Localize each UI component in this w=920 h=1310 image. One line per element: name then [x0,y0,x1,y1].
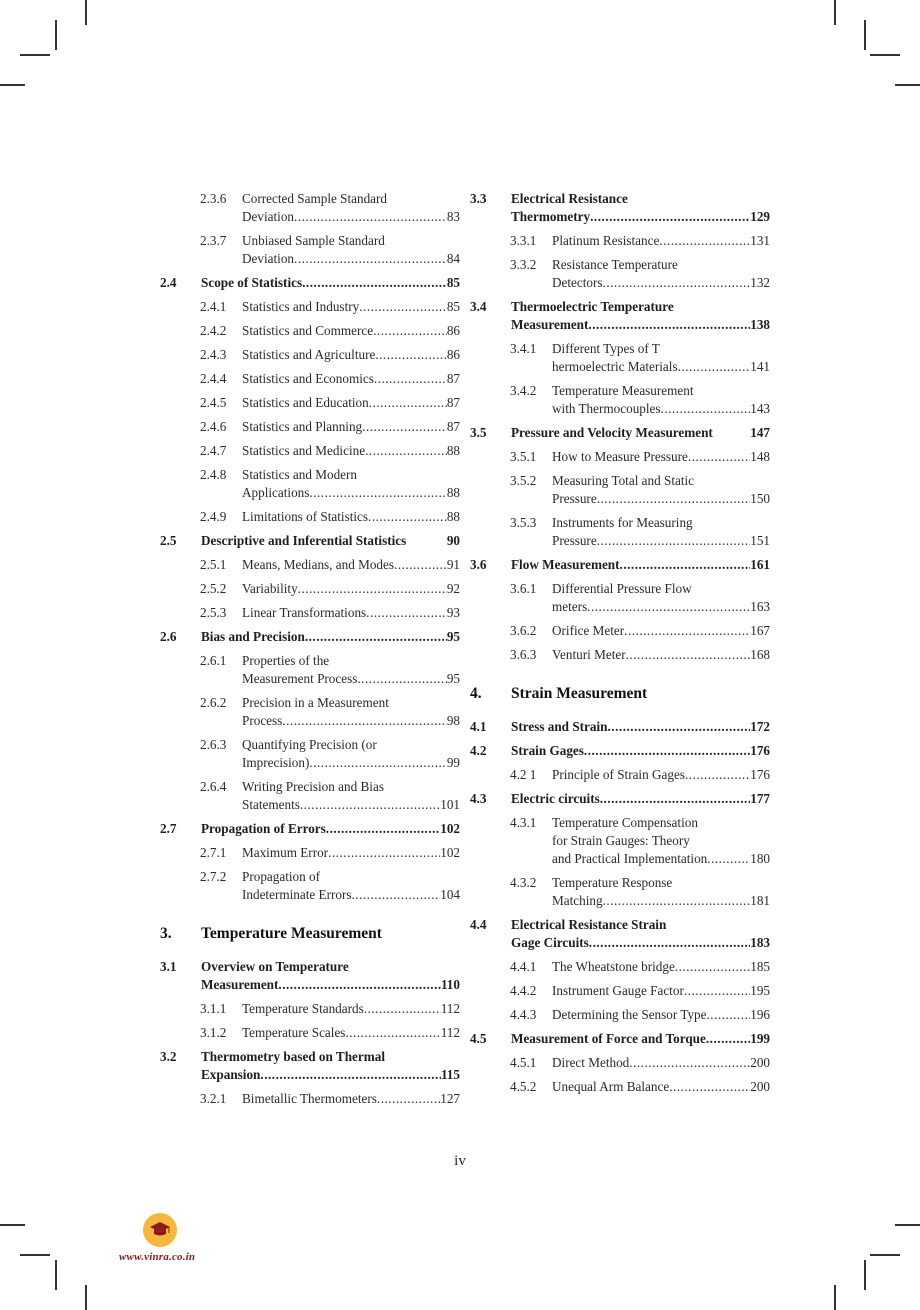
section-title: Thermometry [511,209,591,224]
section-title: Flow Measurement [511,557,620,572]
section-number: 4.2 1 [510,767,537,782]
dot-leader [589,934,750,952]
dot-leader [659,232,750,250]
dot-leader [298,580,447,598]
page-ref: 168 [750,647,770,662]
page-ref: 86 [446,347,460,362]
section-title: Pressure and Velocity Measurement [511,425,713,440]
section-number: 3.1 [160,959,177,974]
section-title: Corrected Sample Standard [242,191,388,206]
page-ref: 115 [440,1067,460,1082]
dot-leader [357,670,446,688]
section-number: 2.7 [160,821,177,836]
section-title: Writing Precision and Bias [242,779,384,794]
crop-mark [895,84,920,86]
page-ref: 102 [440,821,460,836]
section-title: Statistics and Industry [242,299,360,314]
section-title: Deviation [242,251,295,266]
dot-leader [345,1024,440,1042]
section-title: Precision in a Measurement [242,695,389,710]
page-ref: 147 [750,425,770,440]
section-number: 2.4.7 [200,443,227,458]
page-ref: 196 [750,1007,770,1022]
section-title: Pressure [552,533,597,548]
page-ref: 180 [750,851,770,866]
section-number: 2.4.4 [200,371,227,386]
page-ref: 87 [446,371,460,386]
page-ref: 87 [446,419,460,434]
dot-leader [588,316,750,334]
page-ref: 112 [440,1025,460,1040]
section-number: 2.4.6 [200,419,227,434]
dot-leader [706,1030,750,1048]
section-number: 2.7.1 [200,845,227,860]
dot-leader [282,712,447,730]
section-number: 4. [470,685,482,702]
page-ref: 84 [446,251,460,266]
page-ref: 151 [750,533,770,548]
page-ref: 87 [446,395,460,410]
section-number: 3.1.1 [200,1001,227,1016]
page-ref: 85 [446,299,460,314]
page-ref: 88 [446,443,460,458]
section-title: Measurement [201,977,279,992]
section-title: Properties of the [242,653,330,668]
dot-leader [305,628,447,646]
section-number: 4.4.1 [510,959,537,974]
section-title: Orifice Meter [552,623,625,638]
section-title: Temperature Standards [242,1001,364,1016]
section-number: 2.5.2 [200,581,227,596]
section-title: and Practical Implementation [552,851,708,866]
dot-leader [309,754,446,772]
section-number: 3.6.2 [510,623,537,638]
page-ref: 143 [750,401,770,416]
section-number: 2.3.6 [200,191,227,206]
section-title: Propagation of Errors [201,821,326,836]
section-title: Limitations of Statistics [242,509,369,524]
section-title: Strain Gages [511,743,584,758]
section-title: Overview on Temperature [201,959,349,974]
section-number: 3.6.3 [510,647,537,662]
dot-leader [260,1066,441,1084]
dot-leader [374,370,447,388]
page-ref: 98 [446,713,460,728]
section-number: 2.4.8 [200,467,227,482]
section-number: 4.5.2 [510,1079,537,1094]
section-title: Temperature Measurement [201,925,382,942]
page-ref: 176 [750,767,770,782]
section-title: Statistics and Agriculture [242,347,376,362]
dot-leader [309,484,446,502]
dot-leader [661,400,751,418]
section-title: The Wheatstone bridge [552,959,675,974]
section-number: 3.2.1 [200,1091,227,1106]
section-title: Statistics and Education [242,395,369,410]
dot-leader [368,508,447,526]
section-number: 2.4.3 [200,347,227,362]
dot-leader [366,604,447,622]
section-number: 3.4 [470,299,487,314]
section-title: Scope of Statistics [201,275,303,290]
crop-mark [834,0,836,25]
section-number: 2.4.9 [200,509,227,524]
section-number: 3.4.2 [510,383,537,398]
section-title: Deviation [242,209,295,224]
publisher-logo [143,1213,177,1247]
page-number: iv [454,1153,466,1169]
dot-leader [603,274,751,292]
dot-leader [624,622,750,640]
section-title: Instrument Gauge Factor [552,983,684,998]
section-number: 2.4.2 [200,323,227,338]
section-number: 4.3.1 [510,815,537,830]
crop-mark [895,1224,920,1226]
crop-mark [85,1285,87,1310]
section-title: Indeterminate Errors [242,887,352,902]
page-ref: 132 [750,275,770,290]
section-number: 2.6.4 [200,779,227,794]
dot-leader [359,298,447,316]
crop-mark [870,54,900,56]
dot-leader [326,820,440,838]
section-title: Measuring Total and Static [552,473,695,488]
section-title: Applications [242,485,310,500]
crop-mark [20,1254,50,1256]
section-title: Detectors [552,275,603,290]
section-title: Measurement Process [242,671,358,686]
page-ref: 177 [750,791,770,806]
dot-leader [584,742,750,760]
crop-mark [864,20,866,50]
section-number: 2.4.5 [200,395,227,410]
crop-mark [55,20,57,50]
section-title: Matching [552,893,603,908]
dot-leader [684,982,750,1000]
section-title: Electrical Resistance [511,191,628,206]
page-ref: 148 [750,449,770,464]
crop-mark [864,1260,866,1290]
section-number: 3.6 [470,557,487,572]
section-title: Bimetallic Thermometers [242,1091,377,1106]
section-title: Imprecision) [242,755,310,770]
page-ref: 101 [440,797,460,812]
page-ref: 129 [750,209,770,224]
page-ref: 95 [446,629,460,644]
dot-leader [669,1078,750,1096]
dot-leader [300,796,440,814]
section-title: Pressure [552,491,597,506]
crop-mark [834,1285,836,1310]
page-ref: 200 [750,1079,770,1094]
section-title: Temperature Measurement [552,383,694,398]
dot-leader [620,556,751,574]
graduation-cap-icon [149,1219,171,1241]
dot-leader [688,448,750,466]
section-title: Gage Circuits [511,935,589,950]
section-number: 2.4 [160,275,177,290]
dot-leader [629,1054,750,1072]
section-title: Statistics and Modern [242,467,358,482]
section-number: 3.4.1 [510,341,537,356]
section-title: Instruments for Measuring [552,515,693,530]
section-title: Variability [242,581,298,596]
section-title: Statistics and Economics [242,371,374,386]
page-ref: 88 [446,485,460,500]
page-ref: 150 [750,491,770,506]
section-number: 3.6.1 [510,581,537,596]
section-title: Expansion [201,1067,261,1082]
section-title: Process [242,713,283,728]
section-number: 2.6.2 [200,695,227,710]
section-title: Electrical Resistance Strain [511,917,667,932]
section-title: Statistics and Medicine [242,443,366,458]
section-title: Statistics and Commerce [242,323,374,338]
page-ref: 167 [750,623,770,638]
dot-leader [626,646,751,664]
section-title: hermoelectric Materials [552,359,678,374]
section-number: 4.4.2 [510,983,537,998]
section-title: Resistance Temperature [552,257,678,272]
section-title: Maximum Error [242,845,329,860]
section-title: Unbiased Sample Standard [242,233,385,248]
page-ref: 138 [750,317,770,332]
dot-leader [678,358,751,376]
website-link[interactable]: www.vinra.co.in [119,1251,196,1263]
section-number: 3.3.1 [510,233,537,248]
section-title: Platinum Resistance [552,233,660,248]
page-ref: 185 [750,959,770,974]
dot-leader [351,886,440,904]
section-title: Temperature Compensation [552,815,698,830]
page-ref: 104 [440,887,460,902]
section-number: 2.6 [160,629,177,644]
section-number: 2.4.1 [200,299,227,314]
section-number: 2.3.7 [200,233,227,248]
section-title: Different Types of T [552,341,660,356]
section-title: with Thermocouples [552,401,661,416]
section-title: Differential Pressure Flow [552,581,692,596]
section-title: Thermoelectric Temperature [511,299,674,314]
dot-leader [364,1000,441,1018]
section-title: Bias and Precision [201,629,305,644]
dot-leader [608,718,751,736]
section-title: for Strain Gauges: Theory [552,833,690,848]
page-ref: 95 [446,671,460,686]
crop-mark [0,84,25,86]
section-number: 4.4.3 [510,1007,537,1022]
section-title: Means, Medians, and Modes [242,557,394,572]
page-ref: 99 [446,755,460,770]
page-ref: 112 [440,1001,460,1016]
page-ref: 102 [440,845,460,860]
dot-leader [375,346,446,364]
crop-mark [0,1224,25,1226]
section-title: Measurement of Force and Torque [511,1031,706,1046]
dot-leader [362,418,447,436]
section-title: Stress and Strain [511,719,608,734]
dot-leader [707,1006,751,1024]
section-title: Measurement [511,317,589,332]
section-number: 4.1 [470,719,487,734]
section-title: Electric circuits [511,791,600,806]
page-ref: 88 [446,509,460,524]
section-title: Venturi Meter [552,647,626,662]
dot-leader [600,790,750,808]
section-title: Propagation of [242,869,321,884]
section-title: Quantifying Precision (or [242,737,377,752]
dot-leader [278,976,441,994]
section-number: 4.5 [470,1031,487,1046]
dot-leader [377,1090,440,1108]
page-ref: 86 [446,323,460,338]
section-number: 2.6.3 [200,737,227,752]
section-number: 3.5.2 [510,473,537,488]
section-number: 2.6.1 [200,653,227,668]
dot-leader [675,958,750,976]
section-number: 2.7.2 [200,869,227,884]
page-ref: 161 [750,557,770,572]
dot-leader [597,490,751,508]
page-ref: 131 [750,233,770,248]
dot-leader [590,208,750,226]
section-number: 2.5.3 [200,605,227,620]
page-ref: 199 [750,1031,770,1046]
section-number: 3.5.1 [510,449,537,464]
section-title: Thermometry based on Thermal [201,1049,386,1064]
section-title: How to Measure Pressure [552,449,688,464]
dot-leader [597,532,751,550]
page-ref: 195 [750,983,770,998]
section-title: Principle of Strain Gages [552,767,685,782]
page-ref: 172 [750,719,770,734]
page-ref: 183 [750,935,770,950]
page-ref: 163 [750,599,770,614]
section-title: Descriptive and Inferential Statistics [201,533,407,548]
section-number: 3.5.3 [510,515,537,530]
page-ref: 200 [750,1055,770,1070]
section-number: 2.5 [160,533,177,548]
page-ref: 141 [750,359,770,374]
dot-leader [294,208,447,226]
crop-mark [870,1254,900,1256]
page-ref: 83 [446,209,460,224]
section-title: Direct Method [552,1055,630,1070]
section-title: Temperature Scales [242,1025,346,1040]
dot-leader [685,766,750,784]
dot-leader [603,892,751,910]
section-number: 2.5.1 [200,557,227,572]
crop-mark [55,1260,57,1290]
page-ref: 91 [446,557,460,572]
section-title: meters [552,599,588,614]
dot-leader [587,598,750,616]
section-title: Determining the Sensor Type [552,1007,707,1022]
page-ref: 90 [446,533,460,548]
dot-leader [302,274,447,292]
page-ref: 110 [440,977,460,992]
page-ref: 127 [440,1091,460,1106]
section-title: Linear Transformations [242,605,367,620]
section-number: 3.2 [160,1049,177,1064]
page-ref: 85 [446,275,460,290]
section-number: 3. [160,925,172,942]
section-title: Temperature Response [552,875,673,890]
page-ref: 176 [750,743,770,758]
section-number: 3.3 [470,191,487,206]
dot-leader [394,556,447,574]
section-number: 4.5.1 [510,1055,537,1070]
dot-leader [369,394,447,412]
page-ref: 93 [446,605,460,620]
section-number: 3.3.2 [510,257,537,272]
section-number: 4.2 [470,743,487,758]
page-ref: 181 [750,893,770,908]
crop-mark [85,0,87,25]
dot-leader [707,850,750,868]
section-number: 4.3 [470,791,487,806]
section-title: Statements [242,797,300,812]
section-number: 4.4 [470,917,487,932]
section-number: 3.5 [470,425,487,440]
dot-leader [373,322,447,340]
section-number: 3.1.2 [200,1025,227,1040]
dot-leader [294,250,447,268]
section-title: Strain Measurement [511,685,648,702]
page-ref: 92 [446,581,460,596]
section-title: Unequal Arm Balance [552,1079,670,1094]
section-title: Statistics and Planning [242,419,363,434]
crop-mark [20,54,50,56]
dot-leader [365,442,447,460]
dot-leader [328,844,440,862]
section-number: 4.3.2 [510,875,537,890]
